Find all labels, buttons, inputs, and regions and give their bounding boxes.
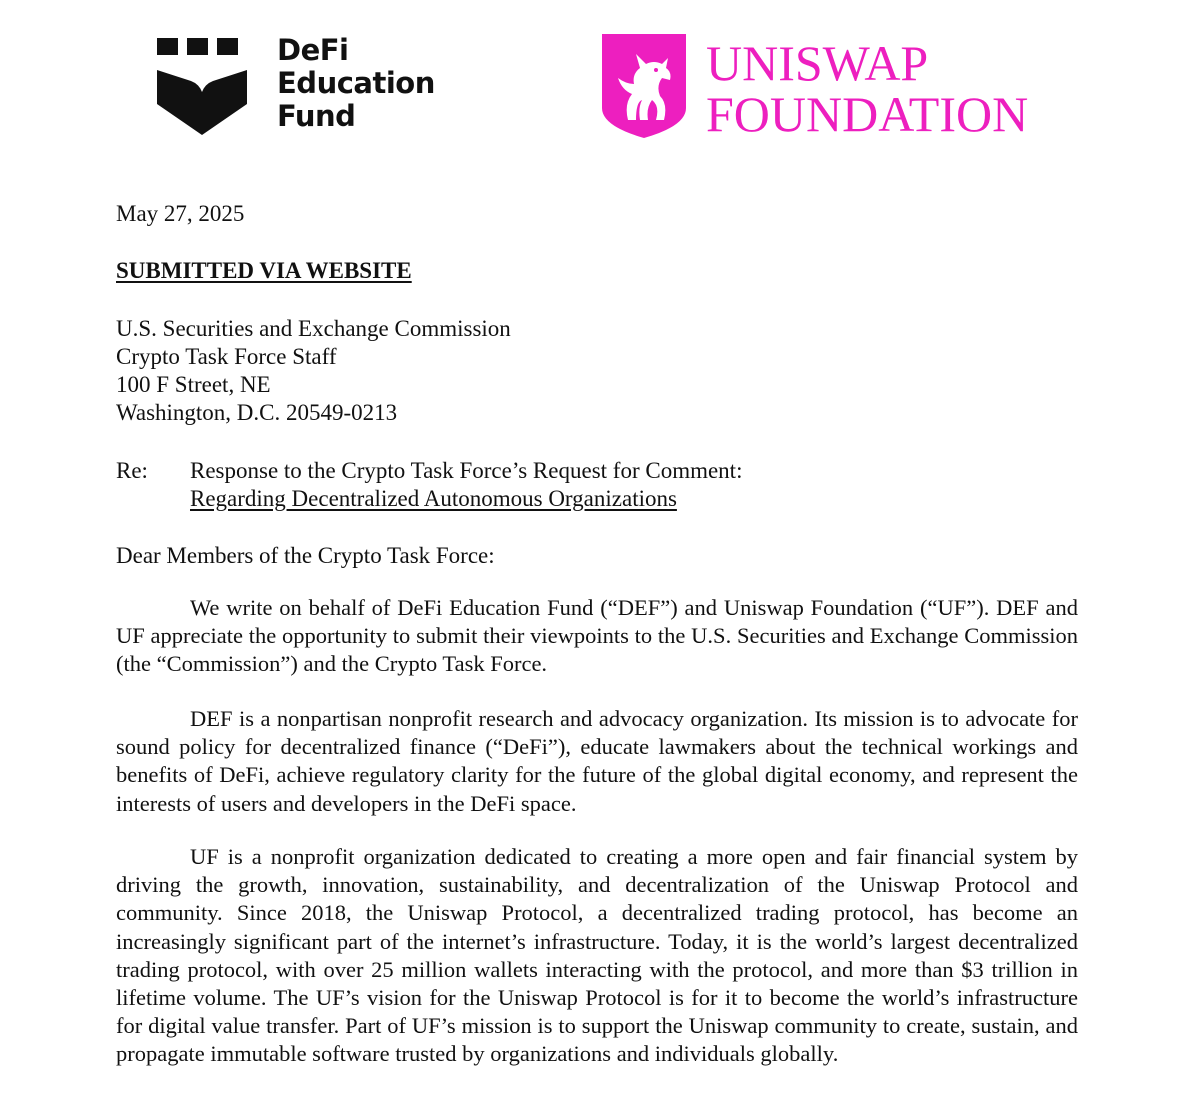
def-wordmark-line3: Fund <box>277 99 356 133</box>
address-line: U.S. Securities and Exchange Commission <box>116 316 511 341</box>
body-paragraph <box>116 594 1078 679</box>
re-label: Re: <box>116 458 148 483</box>
unicorn-crest-icon <box>602 34 686 138</box>
address-line: 100 F Street, NE <box>116 372 271 397</box>
letter-date: May 27, 2025 <box>116 201 245 226</box>
def-wordmark <box>277 34 435 133</box>
re-subject-line2: Regarding Decentralized Autonomous Organizations <box>190 486 677 511</box>
re-subject-line1: Response to the Crypto Task Force’s Request for Comment: <box>190 458 743 483</box>
address-line: Crypto Task Force Staff <box>116 344 337 369</box>
uniswap-wordmark-line1: UNISWAP <box>706 35 929 91</box>
address-line: Washington, D.C. 20549-0213 <box>116 400 398 425</box>
submitted-heading: SUBMITTED VIA WEBSITE <box>116 258 412 283</box>
body-paragraph <box>116 705 1078 818</box>
def-wordmark-line1: DeFi <box>277 33 349 67</box>
salutation: Dear Members of the Crypto Task Force: <box>116 543 495 568</box>
uniswap-wordmark <box>706 35 1029 142</box>
uniswap-logo <box>602 34 1052 142</box>
uniswap-wordmark-line2: FOUNDATION <box>706 86 1029 142</box>
body-paragraph-text: DEF is a nonpartisan nonprofit research and advocacy organization. Its mission is to advocate for sound policy for decentralized finance (“DeFi”), educate lawmakers about the technical workings and benefits of DeFi, achieve regulatory clarity for the future of the global digital economy, and represent the interests of users and developers in the DeFi space. <box>116 706 1078 816</box>
body-paragraph-text: We write on behalf of DeFi Education Fund (“DEF”) and Uniswap Foundation (“UF”). DEF and UF appreciate the opportunity to submit their viewpoints to the U.S. Securities and Exchange Commission (the “Commission”) and the Crypto Task Force. <box>116 595 1078 677</box>
def-logo <box>157 33 437 140</box>
def-wordmark-line2: Education <box>277 66 435 100</box>
body-paragraph-text: UF is a nonprofit organization dedicated to creating a more open and fair financial system by driving the growth, innovation, sustainability, and decentralization of the Uniswap Protocol and community. Since 2018, the Uniswap Protocol, a decentralized trading protocol, has become an increasingly significant part of the internet’s infrastructure. Today, it is the world’s largest decentralized trading protocol, with over 25 million wallets interacting with the protocol, and more than $3 trillion in lifetime volume. The UF’s vision for the Uniswap Protocol is for it to become the world’s infrastructure for digital value transfer. Part of UF’s mission is to support the Uniswap community to create, sustain, and propagate immutable software trusted by organizations and individuals globally. <box>116 844 1078 1067</box>
body-paragraph <box>116 843 1078 1069</box>
def-book-shield-icon <box>157 36 247 136</box>
